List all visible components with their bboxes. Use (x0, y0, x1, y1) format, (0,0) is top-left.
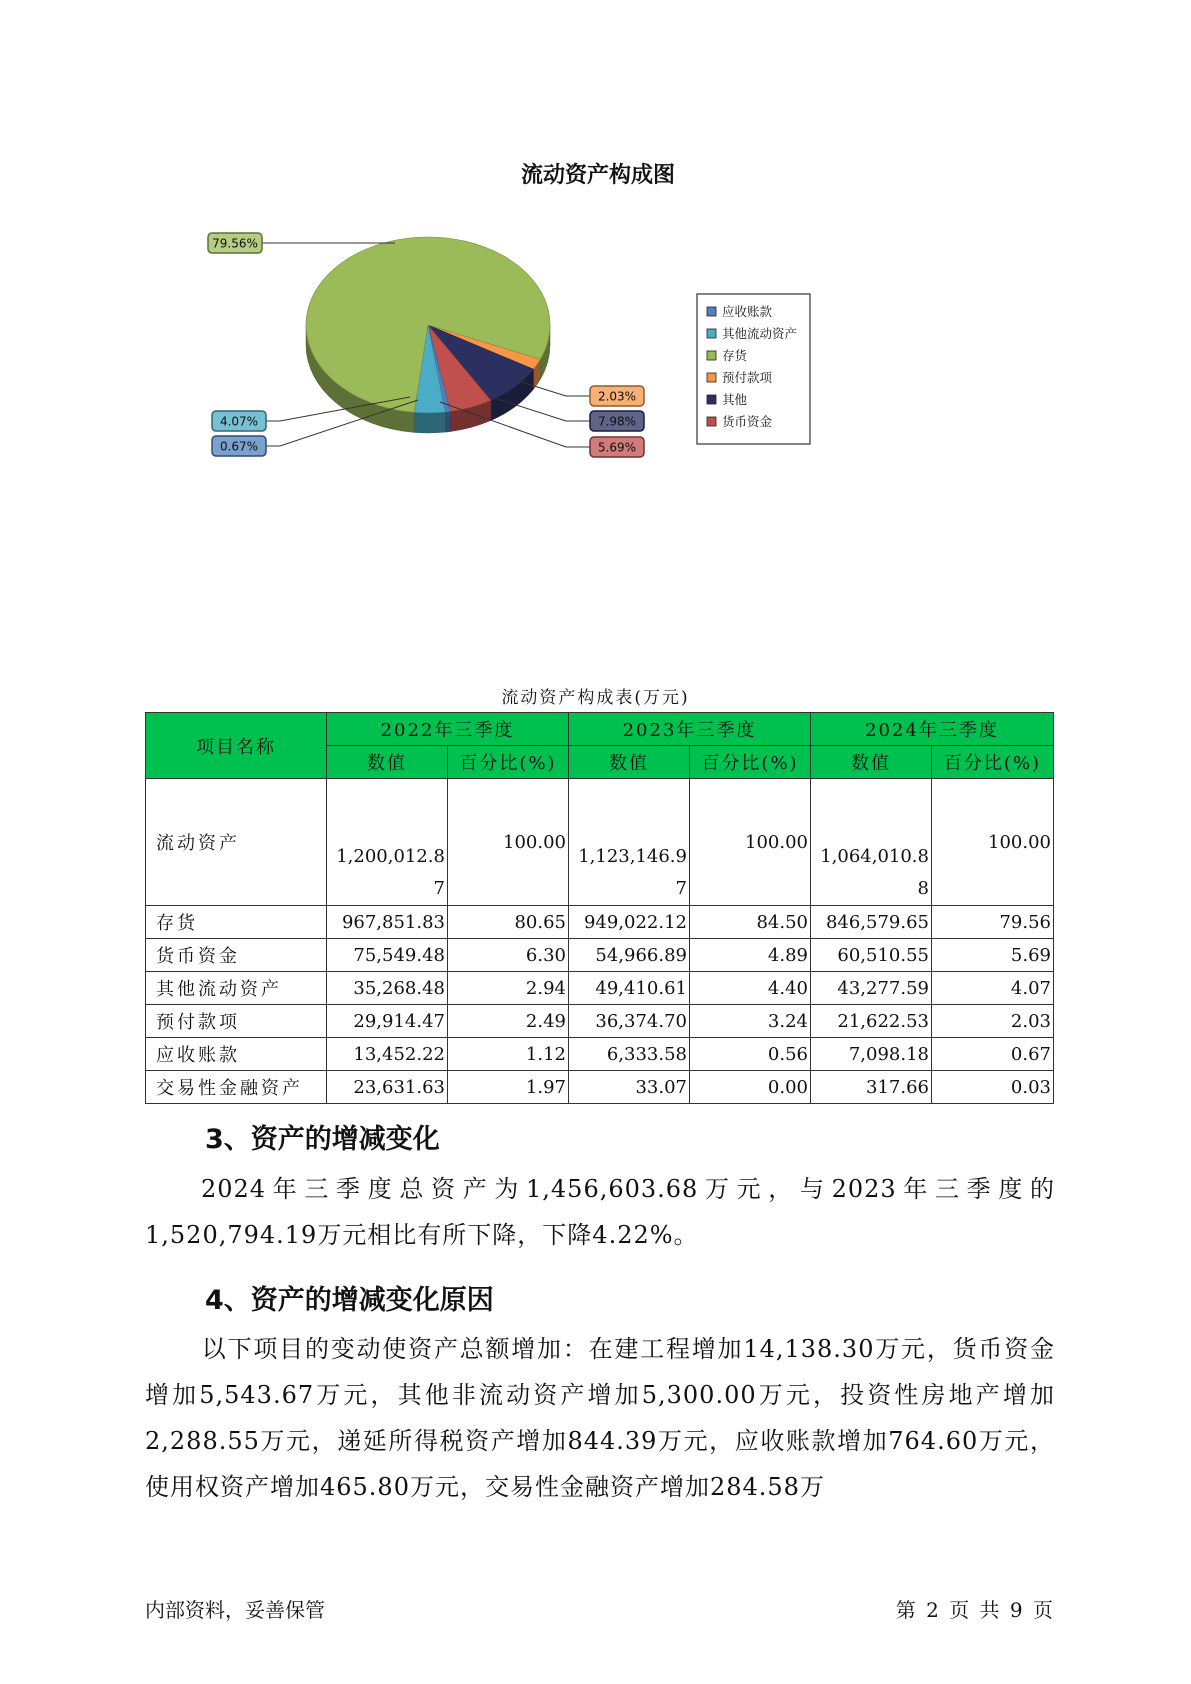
cell: 967,851.83 (327, 906, 448, 939)
header-item-name: 项目名称 (146, 713, 327, 779)
cell: 43,277.59 (811, 972, 932, 1005)
pie-slice-label: 0.67% (219, 439, 259, 454)
legend-entry: 应收账款 (722, 304, 773, 319)
cell: 84.50 (690, 906, 811, 939)
table-row (146, 906, 1054, 939)
cell: 0.00 (690, 1071, 811, 1104)
current-assets-table (145, 712, 1054, 1104)
row-name: 交易性金融资产 (146, 1071, 327, 1104)
legend-swatch (707, 329, 716, 338)
footer-confidential-note: 内部资料，妥善保管 (145, 1598, 325, 1622)
header-value: 数值 (327, 746, 448, 779)
header-period-2023: 2023年三季度 (569, 713, 811, 746)
cell: 2.49 (448, 1005, 569, 1038)
legend-swatch (707, 351, 716, 360)
header-value: 数值 (569, 746, 690, 779)
chart-legend (697, 294, 810, 444)
cell: 2.03 (932, 1005, 1054, 1038)
cell: 79.56 (932, 906, 1054, 939)
pie-slice-label: 4.07% (219, 414, 259, 429)
table-row (146, 972, 1054, 1005)
current-assets-pie-chart (0, 140, 1191, 480)
cell: 0.56 (690, 1038, 811, 1071)
legend-swatch (707, 395, 716, 404)
cell: 60,510.55 (811, 939, 932, 972)
table-row (146, 1038, 1054, 1071)
cell: 13,452.22 (327, 1038, 448, 1071)
cell: 29,914.47 (327, 1005, 448, 1038)
cell: 5.69 (932, 939, 1054, 972)
section-paragraph-asset-change (145, 1166, 1055, 1258)
cell: 3.24 (690, 1005, 811, 1038)
row-name: 预付款项 (146, 1005, 327, 1038)
pie-slice-label: 5.69% (597, 440, 637, 455)
cell: 1,064,010.88 (811, 779, 932, 906)
pie-slice-label: 2.03% (597, 389, 637, 404)
cell: 49,410.61 (569, 972, 690, 1005)
row-name: 货币资金 (146, 939, 327, 972)
cell: 36,374.70 (569, 1005, 690, 1038)
header-pct: 百分比(%) (932, 746, 1054, 779)
legend-swatch (707, 417, 716, 426)
section-heading-asset-change-reason: 4、资产的增减变化原因 (205, 1285, 494, 1316)
cell: 1.12 (448, 1038, 569, 1071)
cell: 1,200,012.87 (327, 779, 448, 906)
cell: 6,333.58 (569, 1038, 690, 1071)
chart-title: 流动资产构成图 (520, 163, 676, 188)
legend-entry: 预付款项 (722, 370, 773, 385)
row-name: 存货 (146, 906, 327, 939)
paragraph-text: 2024年三季度总资产为1,456,603.68万元，与2023年三季度的1,520,794.19万元相比有所下降，下降4.22%。 (145, 1175, 1055, 1249)
cell: 7,098.18 (811, 1038, 932, 1071)
cell: 4.40 (690, 972, 811, 1005)
section-heading-asset-change: 3、资产的增减变化 (205, 1124, 440, 1155)
header-value: 数值 (811, 746, 932, 779)
pie-slice-side (445, 412, 450, 433)
cell: 54,966.89 (569, 939, 690, 972)
table-row (146, 939, 1054, 972)
cell: 0.67 (932, 1038, 1054, 1071)
footer-page-number: 第 2 页 共 9 页 (895, 1598, 1053, 1622)
cell: 1.97 (448, 1071, 569, 1104)
legend-entry: 其他 (722, 392, 748, 407)
row-name: 流动资产 (146, 779, 327, 906)
header-pct: 百分比(%) (448, 746, 569, 779)
cell: 100.00 (932, 779, 1054, 906)
table-row (146, 1005, 1054, 1038)
cell: 846,579.65 (811, 906, 932, 939)
cell: 0.03 (932, 1071, 1054, 1104)
cell: 317.66 (811, 1071, 932, 1104)
cell: 21,622.53 (811, 1005, 932, 1038)
cell: 1,123,146.97 (569, 779, 690, 906)
pie-slice-label: 7.98% (597, 414, 637, 429)
table-caption: 流动资产构成表(万元) (501, 688, 690, 708)
cell: 35,268.48 (327, 972, 448, 1005)
legend-swatch (707, 373, 716, 382)
header-period-2024: 2024年三季度 (811, 713, 1054, 746)
cell: 6.30 (448, 939, 569, 972)
cell: 23,631.63 (327, 1071, 448, 1104)
cell: 80.65 (448, 906, 569, 939)
table-row (146, 779, 1054, 906)
header-period-2022: 2022年三季度 (327, 713, 569, 746)
row-name: 应收账款 (146, 1038, 327, 1071)
legend-entry: 存货 (722, 348, 748, 363)
cell: 949,022.12 (569, 906, 690, 939)
cell: 4.07 (932, 972, 1054, 1005)
cell: 4.89 (690, 939, 811, 972)
cell: 100.00 (690, 779, 811, 906)
table-row (146, 1071, 1054, 1104)
cell: 75,549.48 (327, 939, 448, 972)
header-pct: 百分比(%) (690, 746, 811, 779)
cell: 33.07 (569, 1071, 690, 1104)
pie-slice-label: 79.56% (212, 236, 258, 251)
pie-slices (306, 237, 550, 433)
cell: 2.94 (448, 972, 569, 1005)
cell: 100.00 (448, 779, 569, 906)
legend-entry: 其他流动资产 (722, 326, 798, 341)
paragraph-text: 以下项目的变动使资产总额增加：在建工程增加14,138.30万元，货币资金增加5,543.67万元，其他非流动资产增加5,300.00万元，投资性房地产增加2,288.55万元，递延所得税资产增加844.39万元，应收账款增加764.60万元，使用权资产增加465.80万元，交易性金融资产增加284.58万 (145, 1335, 1055, 1501)
legend-swatch (707, 307, 716, 316)
pie-slice-side (414, 412, 445, 433)
row-name: 其他流动资产 (146, 972, 327, 1005)
legend-entry: 货币资金 (722, 414, 773, 429)
section-paragraph-asset-change-reason (145, 1326, 1055, 1510)
